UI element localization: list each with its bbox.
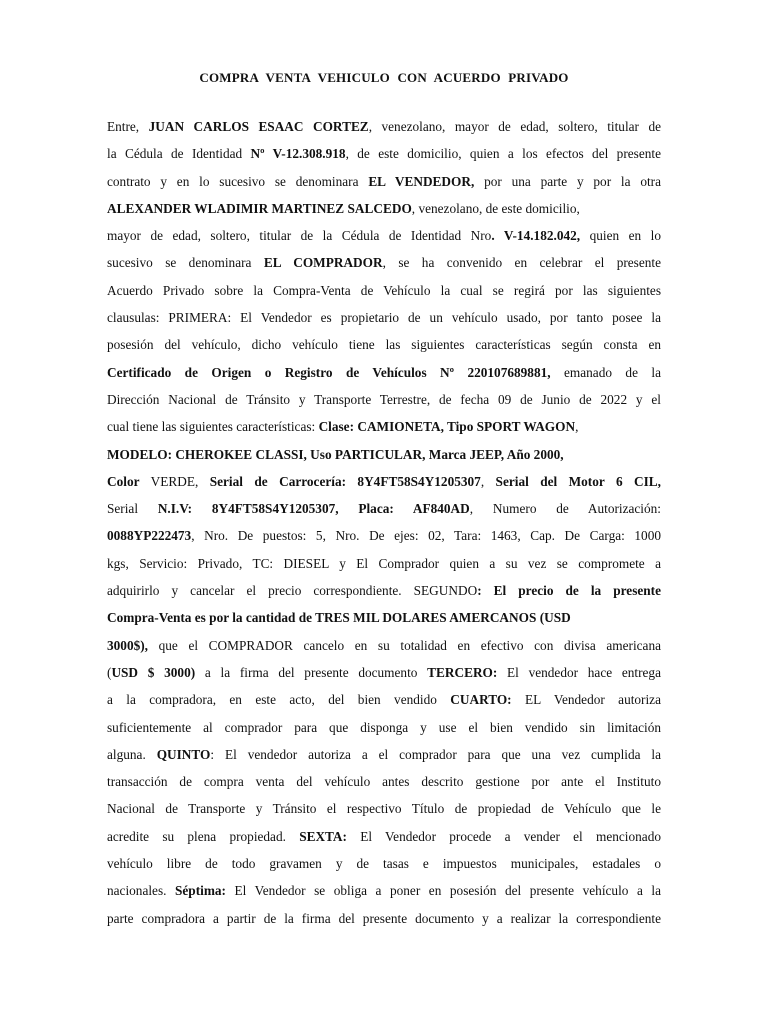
bold-text-segment: TERCERO: — [427, 664, 498, 680]
text-segment: , Nro. De puestos: 5, Nro. De ejes: 02, Tara: 1463, Cap. De Carga: 1000 — [191, 528, 661, 544]
text-line — [107, 718, 661, 745]
text-segment: nacionales. — [107, 883, 175, 899]
text-line — [107, 390, 661, 417]
bold-text-segment: SEXTA: — [299, 828, 347, 844]
text-line — [107, 636, 661, 663]
text-segment: kgs, Servicio: Privado, TC: DIESEL y El Comprador quien a su vez se compromete a — [107, 555, 661, 571]
text-line — [107, 554, 661, 581]
text-segment: vehículo libre de todo gravamen y de tasas e impuestos municipales, estadales o — [107, 856, 661, 872]
text-segment: Nacional de Transporte y Tránsito el respectivo Título de propiedad de Vehículo que le — [107, 801, 661, 817]
text-segment: , — [575, 419, 579, 435]
text-segment: por una parte y por la otra — [474, 173, 661, 189]
text-segment: El vendedor hace entrega — [497, 664, 661, 680]
text-line — [107, 445, 661, 472]
bold-text-segment: : El precio de la presente — [477, 583, 661, 599]
text-segment: cual tiene las siguientes características: — [107, 419, 319, 435]
document-title: COMPRA VENTA VEHICULO CON ACUERDO PRIVADO — [199, 70, 569, 85]
bold-text-segment: Nº V-12.308.918 — [250, 146, 346, 162]
text-line — [107, 827, 661, 854]
text-segment: , de este domicilio, quien a los efectos del presente — [345, 146, 661, 162]
text-line — [107, 608, 661, 635]
bold-text-segment: EL VENDEDOR, — [368, 173, 475, 189]
text-line — [107, 417, 661, 444]
text-line — [107, 472, 661, 499]
bold-text-segment: JUAN CARLOS ESAAC CORTEZ — [148, 119, 369, 134]
bold-text-segment: . V-14.182.042, — [491, 228, 581, 244]
text-segment: quien en lo — [580, 228, 661, 244]
contract-body — [107, 117, 661, 936]
bold-text-segment: Certificado de Origen o Registro de Vehículos Nº 220107689881, — [107, 364, 551, 380]
text-segment: a la firma del presente documento — [195, 664, 428, 680]
bold-text-segment: Serial del Motor 6 CIL, — [495, 473, 661, 489]
text-line — [107, 881, 661, 908]
text-line — [107, 335, 661, 362]
text-line — [107, 854, 661, 881]
bold-text-segment: MODELO: CHEROKEE CLASSI, Uso PARTICULAR, Marca JEEP, Año 2000, — [107, 446, 564, 462]
text-segment: El Vendedor se obliga a poner en posesión del presente vehículo a la — [225, 883, 662, 899]
text-segment: , Numero de Autorización: — [469, 501, 661, 517]
text-segment: adquirirlo y cancelar el precio correspondiente. SEGUNDO — [107, 583, 478, 599]
text-segment: , — [480, 473, 496, 489]
text-segment: posesión del vehículo, dicho vehículo tiene las siguientes características según consta en — [107, 337, 661, 353]
text-segment: VERDE, — [139, 473, 210, 489]
text-segment: , venezolano, de este domicilio, — [411, 200, 580, 216]
text-line — [107, 526, 661, 553]
text-segment: , venezolano, mayor de edad, soltero, titular de — [368, 119, 661, 134]
bold-text-segment: Séptima: — [175, 883, 226, 899]
text-line — [107, 363, 661, 390]
text-segment: contrato y en lo sucesivo se denominara — [107, 173, 369, 189]
text-line — [107, 772, 661, 799]
text-segment: acredite su plena propiedad. — [107, 828, 300, 844]
text-segment: alguna. — [107, 746, 157, 762]
text-line — [107, 499, 661, 526]
text-segment: : El vendedor autoriza a el comprador para que una vez cumplida la — [210, 746, 662, 762]
text-segment: El Vendedor procede a vender el mencionado — [346, 828, 661, 844]
text-line — [107, 308, 661, 335]
bold-text-segment: 3000$), — [107, 637, 148, 653]
text-line — [107, 663, 661, 690]
text-segment: emanado de la — [550, 364, 661, 380]
text-line — [107, 117, 661, 144]
text-segment: suficientemente al comprador para que disponga y use el bien vendido sin limitación — [107, 719, 661, 735]
text-line — [107, 144, 661, 171]
text-line — [107, 253, 661, 280]
bold-text-segment: Compra-Venta es por la cantidad de TRES MIL DOLARES AMERCANOS (USD — [107, 610, 571, 626]
text-line — [107, 226, 661, 253]
text-line — [107, 172, 661, 199]
text-line — [107, 199, 661, 226]
text-segment: ( — [107, 664, 112, 680]
bold-text-segment: Serial de Carrocería: 8Y4FT58S4Y1205307 — [209, 473, 481, 489]
text-segment: transacción de compra venta del vehículo antes descrito gestione por ante el Instituto — [107, 774, 661, 790]
text-segment: la Cédula de Identidad — [107, 146, 251, 162]
bold-text-segment: CUARTO: — [450, 692, 512, 708]
text-segment: a la compradora, en este acto, del bien vendido — [107, 692, 451, 708]
text-segment: Acuerdo Privado sobre la Compra-Venta de Vehículo la cual se regirá por las siguientes — [107, 282, 661, 298]
text-line — [107, 799, 661, 826]
text-segment: , se ha convenido en celebrar el presente — [382, 255, 661, 271]
text-segment: Entre, — [107, 119, 149, 134]
text-segment: Serial — [107, 501, 158, 517]
text-line — [107, 281, 661, 308]
text-line — [107, 909, 661, 936]
text-segment: Dirección Nacional de Tránsito y Transporte Terrestre, de fecha 09 de Junio de 2022 y el — [107, 391, 661, 407]
bold-text-segment: ALEXANDER WLADIMIR MARTINEZ SALCEDO — [107, 200, 412, 216]
bold-text-segment: Color — [107, 473, 140, 489]
bold-text-segment: USD $ 3000) — [111, 664, 196, 680]
text-segment: sucesivo se denominara — [107, 255, 264, 271]
bold-text-segment: 0088YP222473 — [107, 528, 192, 544]
text-segment: mayor de edad, soltero, titular de la Cédula de Identidad Nro — [107, 228, 492, 244]
text-segment: EL Vendedor autoriza — [511, 692, 661, 708]
text-line — [107, 690, 661, 717]
text-line — [107, 745, 661, 772]
bold-text-segment: EL COMPRADOR — [263, 255, 383, 271]
bold-text-segment: N.I.V: 8Y4FT58S4Y1205307, Placa: AF840AD — [157, 501, 470, 517]
bold-text-segment: QUINTO — [156, 746, 211, 762]
text-segment: clausulas: PRIMERA: El Vendedor es propietario de un vehículo usado, por tanto posee la — [107, 310, 661, 326]
text-segment: que el COMPRADOR cancelo en su totalidad en efectivo con divisa americana — [148, 637, 661, 653]
text-line — [107, 581, 661, 608]
bold-text-segment: Clase: CAMIONETA, Tipo SPORT WAGON — [318, 419, 576, 435]
text-segment: parte compradora a partir de la firma del presente documento y a realizar la correspondiente — [107, 910, 661, 926]
